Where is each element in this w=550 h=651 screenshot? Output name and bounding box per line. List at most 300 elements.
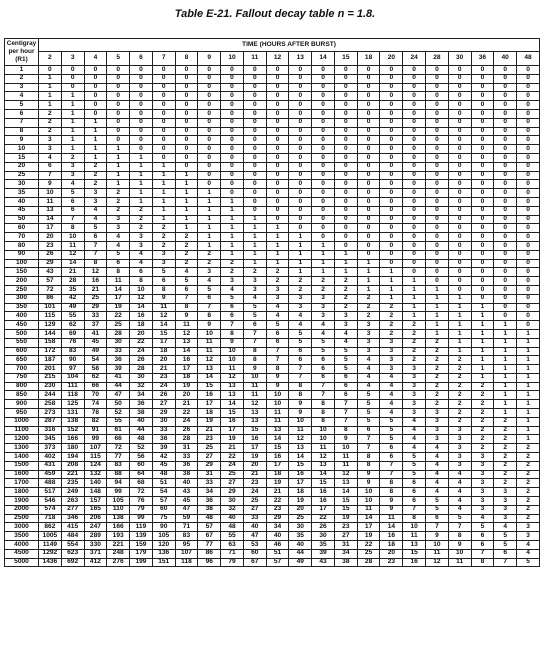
dose-cell: 11 [448,558,471,567]
dose-cell: 14 [334,488,357,497]
dose-cell: 3 [243,277,266,286]
dose-cell: 3 [266,294,289,303]
dose-cell: 57 [198,523,221,532]
dose-cell: 0 [471,241,494,250]
dose-cell: 99 [107,488,130,497]
dose-cell: 11 [198,338,221,347]
dose-cell: 3 [426,435,449,444]
dose-cell: 0 [266,189,289,198]
dose-cell: 0 [107,74,130,83]
dose-cell: 11 [243,382,266,391]
table-row [5,162,540,171]
dose-cell: 0 [471,145,494,154]
dose-cell: 2 [84,180,107,189]
dose-cell: 0 [426,241,449,250]
rate-cell: 750 [5,373,39,382]
dose-cell: 18 [152,347,175,356]
dose-cell: 0 [312,215,335,224]
dose-cell: 0 [448,153,471,162]
dose-cell: 9 [198,321,221,330]
dose-cell: 17 [266,461,289,470]
dose-cell: 36 [198,497,221,506]
dose-cell: 0 [494,197,517,206]
dose-cell: 1 [403,294,426,303]
dose-cell: 6 [312,365,335,374]
dose-cell: 3 [312,303,335,312]
dose-cell: 8 [312,400,335,409]
dose-cell: 0 [312,109,335,118]
dose-cell: 0 [357,153,380,162]
dose-cell: 5 [494,532,517,541]
dose-cell: 1 [426,285,449,294]
table-row [5,250,540,259]
dose-cell: 0 [494,171,517,180]
table-row [5,285,540,294]
dose-cell: 2 [494,479,517,488]
dose-cell: 0 [471,285,494,294]
hour-header: 10 [221,52,244,66]
dose-cell: 0 [84,83,107,92]
dose-cell: 138 [107,514,130,523]
rate-cell: 40 [5,197,39,206]
dose-cell: 0 [448,145,471,154]
dose-cell: 18 [175,373,198,382]
dose-cell: 14 [130,303,153,312]
dose-cell: 7 [266,356,289,365]
dose-cell: 4 [403,435,426,444]
dose-cell: 4 [426,453,449,462]
dose-cell: 0 [357,136,380,145]
dose-cell: 11 [266,409,289,418]
dose-cell: 3 [107,215,130,224]
dose-cell: 1 [334,268,357,277]
dose-cell: 1 [61,136,84,145]
dose-cell: 33 [243,514,266,523]
dose-cell: 4 [517,549,540,558]
dose-cell: 41 [107,373,130,382]
dose-cell: 0 [289,136,312,145]
dose-cell: 16 [403,558,426,567]
dose-cell: 9 [266,373,289,382]
dose-cell: 2 [266,268,289,277]
table-row [5,206,540,215]
dose-cell: 0 [266,109,289,118]
dose-cell: 0 [266,180,289,189]
dose-cell: 0 [175,66,198,75]
dose-cell: 77 [198,541,221,550]
dose-cell: 16 [84,277,107,286]
dose-cell: 0 [517,241,540,250]
table-row [5,514,540,523]
dose-cell: 59 [175,514,198,523]
dose-cell: 55 [107,417,130,426]
dose-cell: 26 [130,356,153,365]
dose-cell: 4 [426,444,449,453]
dose-cell: 7 [289,373,312,382]
dose-cell: 29 [84,303,107,312]
dose-cell: 2 [152,241,175,250]
dose-cell: 18 [380,541,403,550]
dose-cell: 3 [426,409,449,418]
dose-cell: 48 [221,523,244,532]
dose-cell: 180 [61,444,84,453]
dose-cell: 11 [334,453,357,462]
rate-cell: 15 [5,153,39,162]
dose-cell: 1 [494,365,517,374]
dose-cell: 17 [107,294,130,303]
dose-cell: 129 [39,321,62,330]
table-row [5,127,540,136]
dose-cell: 0 [448,259,471,268]
dose-cell: 15 [403,549,426,558]
dose-cell: 0 [334,224,357,233]
hour-header: 48 [517,52,540,66]
dose-cell: 31 [334,541,357,550]
dose-cell: 0 [175,109,198,118]
dose-cell: 0 [494,277,517,286]
dose-cell: 115 [39,312,62,321]
dose-cell: 2 [426,400,449,409]
dose-cell: 0 [130,66,153,75]
dose-cell: 16 [266,453,289,462]
dose-cell: 1 [175,189,198,198]
dose-cell: 1 [471,365,494,374]
dose-cell: 1 [380,294,403,303]
dose-cell: 11 [312,444,335,453]
dose-cell: 0 [426,109,449,118]
dose-cell: 0 [517,233,540,242]
dose-cell: 0 [175,162,198,171]
dose-cell: 6 [84,233,107,242]
table-row [5,197,540,206]
dose-cell: 10 [448,549,471,558]
dose-cell: 6 [357,426,380,435]
dose-cell: 6 [312,356,335,365]
dose-cell: 2 [130,206,153,215]
dose-cell: 30 [152,417,175,426]
dose-cell: 5 [107,250,130,259]
dose-cell: 3 [448,444,471,453]
dose-cell: 19 [243,453,266,462]
table-row [5,189,540,198]
dose-cell: 20 [130,329,153,338]
dose-cell: 33 [198,479,221,488]
dose-cell: 0 [380,250,403,259]
dose-cell: 13 [312,461,335,470]
dose-cell: 8 [357,461,380,470]
dose-cell: 0 [334,145,357,154]
dose-cell: 46 [266,541,289,550]
dose-cell: 10 [243,373,266,382]
dose-cell: 0 [289,74,312,83]
table-row [5,321,540,330]
dose-cell: 1 [403,312,426,321]
dose-cell: 0 [380,224,403,233]
table-row [5,224,540,233]
dose-cell: 0 [221,189,244,198]
dose-cell: 0 [517,285,540,294]
table-row [5,92,540,101]
dose-cell: 1 [517,417,540,426]
dose-cell: 193 [107,532,130,541]
dose-cell: 19 [175,382,198,391]
dose-cell: 21 [266,488,289,497]
dose-cell: 2 [107,189,130,198]
dose-cell: 1 [152,206,175,215]
dose-cell: 1 [266,250,289,259]
dose-cell: 36 [130,400,153,409]
dose-cell: 19 [357,532,380,541]
dose-cell: 0 [334,215,357,224]
dose-cell: 3 [152,250,175,259]
dose-cell: 4 [312,321,335,330]
dose-cell: 0 [426,180,449,189]
dose-cell: 3 [357,347,380,356]
dose-cell: 0 [471,118,494,127]
hour-header: 2 [39,52,62,66]
dose-cell: 0 [334,233,357,242]
dose-cell: 8 [289,382,312,391]
dose-cell: 9 [334,435,357,444]
dose-cell: 4 [448,479,471,488]
dose-cell: 55 [221,532,244,541]
dose-cell: 2 [426,338,449,347]
dose-cell: 20 [175,391,198,400]
dose-cell: 2 [448,417,471,426]
dose-cell: 3 [403,373,426,382]
dose-cell: 0 [312,189,335,198]
dose-cell: 105 [152,532,175,541]
dose-cell: 316 [39,426,62,435]
dose-cell: 4 [448,505,471,514]
dose-cell: 15 [289,461,312,470]
dose-cell: 0 [471,171,494,180]
dose-cell: 1 [198,206,221,215]
dose-cell: 2 [403,347,426,356]
dose-cell: 10 [61,233,84,242]
dose-cell: 1 [312,259,335,268]
dose-cell: 166 [107,523,130,532]
dose-cell: 3 [334,321,357,330]
table-row [5,268,540,277]
dose-cell: 86 [39,294,62,303]
dose-cell: 20 [152,356,175,365]
dose-cell: 1 [517,400,540,409]
dose-cell: 1436 [39,558,62,567]
dose-cell: 0 [84,109,107,118]
dose-cell: 58 [84,365,107,374]
dose-cell: 0 [312,145,335,154]
dose-cell: 0 [517,145,540,154]
dose-cell: 1 [426,303,449,312]
dose-cell: 21 [221,444,244,453]
dose-cell: 72 [39,285,62,294]
dose-cell: 3 [448,435,471,444]
dose-cell: 172 [39,347,62,356]
dose-cell: 83 [175,532,198,541]
hour-header: 4 [84,52,107,66]
dose-cell: 0 [517,277,540,286]
dose-cell: 0 [357,250,380,259]
rate-cell: 4500 [5,549,39,558]
dose-cell: 69 [61,329,84,338]
dose-cell: 2 [448,365,471,374]
dose-cell: 2 [357,294,380,303]
dose-cell: 2 [517,505,540,514]
dose-cell: 0 [403,241,426,250]
dose-cell: 0 [107,92,130,101]
dose-cell: 14 [198,373,221,382]
dose-cell: 0 [221,74,244,83]
dose-cell: 7 [357,444,380,453]
dose-cell: 4 [130,250,153,259]
dose-cell: 0 [380,180,403,189]
dose-cell: 90 [152,523,175,532]
dose-cell: 0 [266,145,289,154]
dose-cell: 1 [334,250,357,259]
dose-cell: 0 [243,83,266,92]
dose-cell: 0 [357,127,380,136]
dose-cell: 120 [152,541,175,550]
dose-cell: 13 [243,409,266,418]
dose-cell: 0 [448,268,471,277]
dose-cell: 3 [357,329,380,338]
dose-cell: 5 [334,365,357,374]
dose-cell: 43 [312,558,335,567]
dose-cell: 17 [357,523,380,532]
dose-cell: 14 [266,435,289,444]
dose-cell: 0 [426,118,449,127]
dose-cell: 0 [357,241,380,250]
dose-cell: 7 [266,347,289,356]
rate-cell: 300 [5,294,39,303]
dose-cell: 0 [289,83,312,92]
dose-cell: 0 [334,171,357,180]
dose-cell: 7 [334,409,357,418]
dose-cell: 0 [289,197,312,206]
dose-cell: 7 [243,329,266,338]
dose-cell: 8 [61,224,84,233]
dose-cell: 1 [471,356,494,365]
dose-cell: 0 [426,145,449,154]
dose-cell: 49 [84,347,107,356]
dose-cell: 78 [84,409,107,418]
dose-cell: 0 [380,118,403,127]
dose-cell: 0 [357,171,380,180]
dose-cell: 0 [221,109,244,118]
dose-cell: 371 [84,549,107,558]
dose-cell: 97 [61,365,84,374]
dose-cell: 1 [221,215,244,224]
dose-cell: 6 [266,338,289,347]
dose-cell: 0 [243,127,266,136]
dose-cell: 157 [84,497,107,506]
dose-cell: 247 [84,523,107,532]
dose-cell: 1 [494,338,517,347]
dose-cell: 1 [403,277,426,286]
dose-cell: 0 [266,66,289,75]
dose-cell: 5 [448,514,471,523]
dose-cell: 1 [221,224,244,233]
dose-cell: 221 [107,541,130,550]
dose-cell: 1 [198,215,221,224]
dose-cell: 0 [448,136,471,145]
dose-cell: 1 [175,171,198,180]
dose-cell: 0 [357,180,380,189]
dose-cell: 9 [380,497,403,506]
dose-cell: 5 [403,470,426,479]
dose-cell: 0 [494,189,517,198]
dose-cell: 25 [289,514,312,523]
dose-cell: 9 [380,505,403,514]
dose-cell: 0 [243,145,266,154]
dose-cell: 62 [61,321,84,330]
dose-cell: 12 [243,400,266,409]
table-row [5,180,540,189]
dose-cell: 2 [517,488,540,497]
dose-cell: 3 [517,532,540,541]
dose-cell: 0 [130,109,153,118]
dose-cell: 1 [61,92,84,101]
hour-header: 36 [471,52,494,66]
dose-cell: 0 [517,224,540,233]
table-row [5,488,540,497]
dose-cell: 1 [39,83,62,92]
dose-cell: 34 [130,391,153,400]
dose-cell: 1 [471,347,494,356]
dose-cell: 13 [221,382,244,391]
dose-cell: 34 [334,549,357,558]
dose-cell: 11 [243,391,266,400]
dose-cell: 5 [312,347,335,356]
dose-cell: 517 [39,488,62,497]
dose-cell: 0 [266,83,289,92]
rate-cell: 600 [5,347,39,356]
dose-cell: 0 [426,233,449,242]
dose-cell: 0 [426,162,449,171]
dose-cell: 8 [357,453,380,462]
dose-cell: 2 [130,215,153,224]
dose-cell: 2 [357,312,380,321]
rate-cell: 1100 [5,426,39,435]
dose-cell: 5 [380,426,403,435]
dose-cell: 16 [380,532,403,541]
dose-cell: 10 [289,417,312,426]
dose-cell: 1 [517,435,540,444]
dose-cell: 0 [198,136,221,145]
dose-cell: 4 [380,400,403,409]
hour-header: 13 [289,52,312,66]
dose-cell: 1 [221,206,244,215]
table-row [5,66,540,75]
dose-cell: 62 [84,373,107,382]
dose-cell: 0 [334,109,357,118]
dose-cell: 4 [403,417,426,426]
dose-cell: 0 [448,241,471,250]
dose-cell: 0 [403,215,426,224]
dose-cell: 26 [312,523,335,532]
dose-cell: 33 [84,312,107,321]
dose-cell: 3 [426,417,449,426]
dose-cell: 0 [426,66,449,75]
dose-cell: 0 [357,215,380,224]
dose-cell: 0 [312,233,335,242]
dose-cell: 0 [175,92,198,101]
dose-cell: 40 [243,523,266,532]
dose-cell: 54 [84,356,107,365]
rate-cell: 200 [5,277,39,286]
dose-cell: 28 [107,329,130,338]
